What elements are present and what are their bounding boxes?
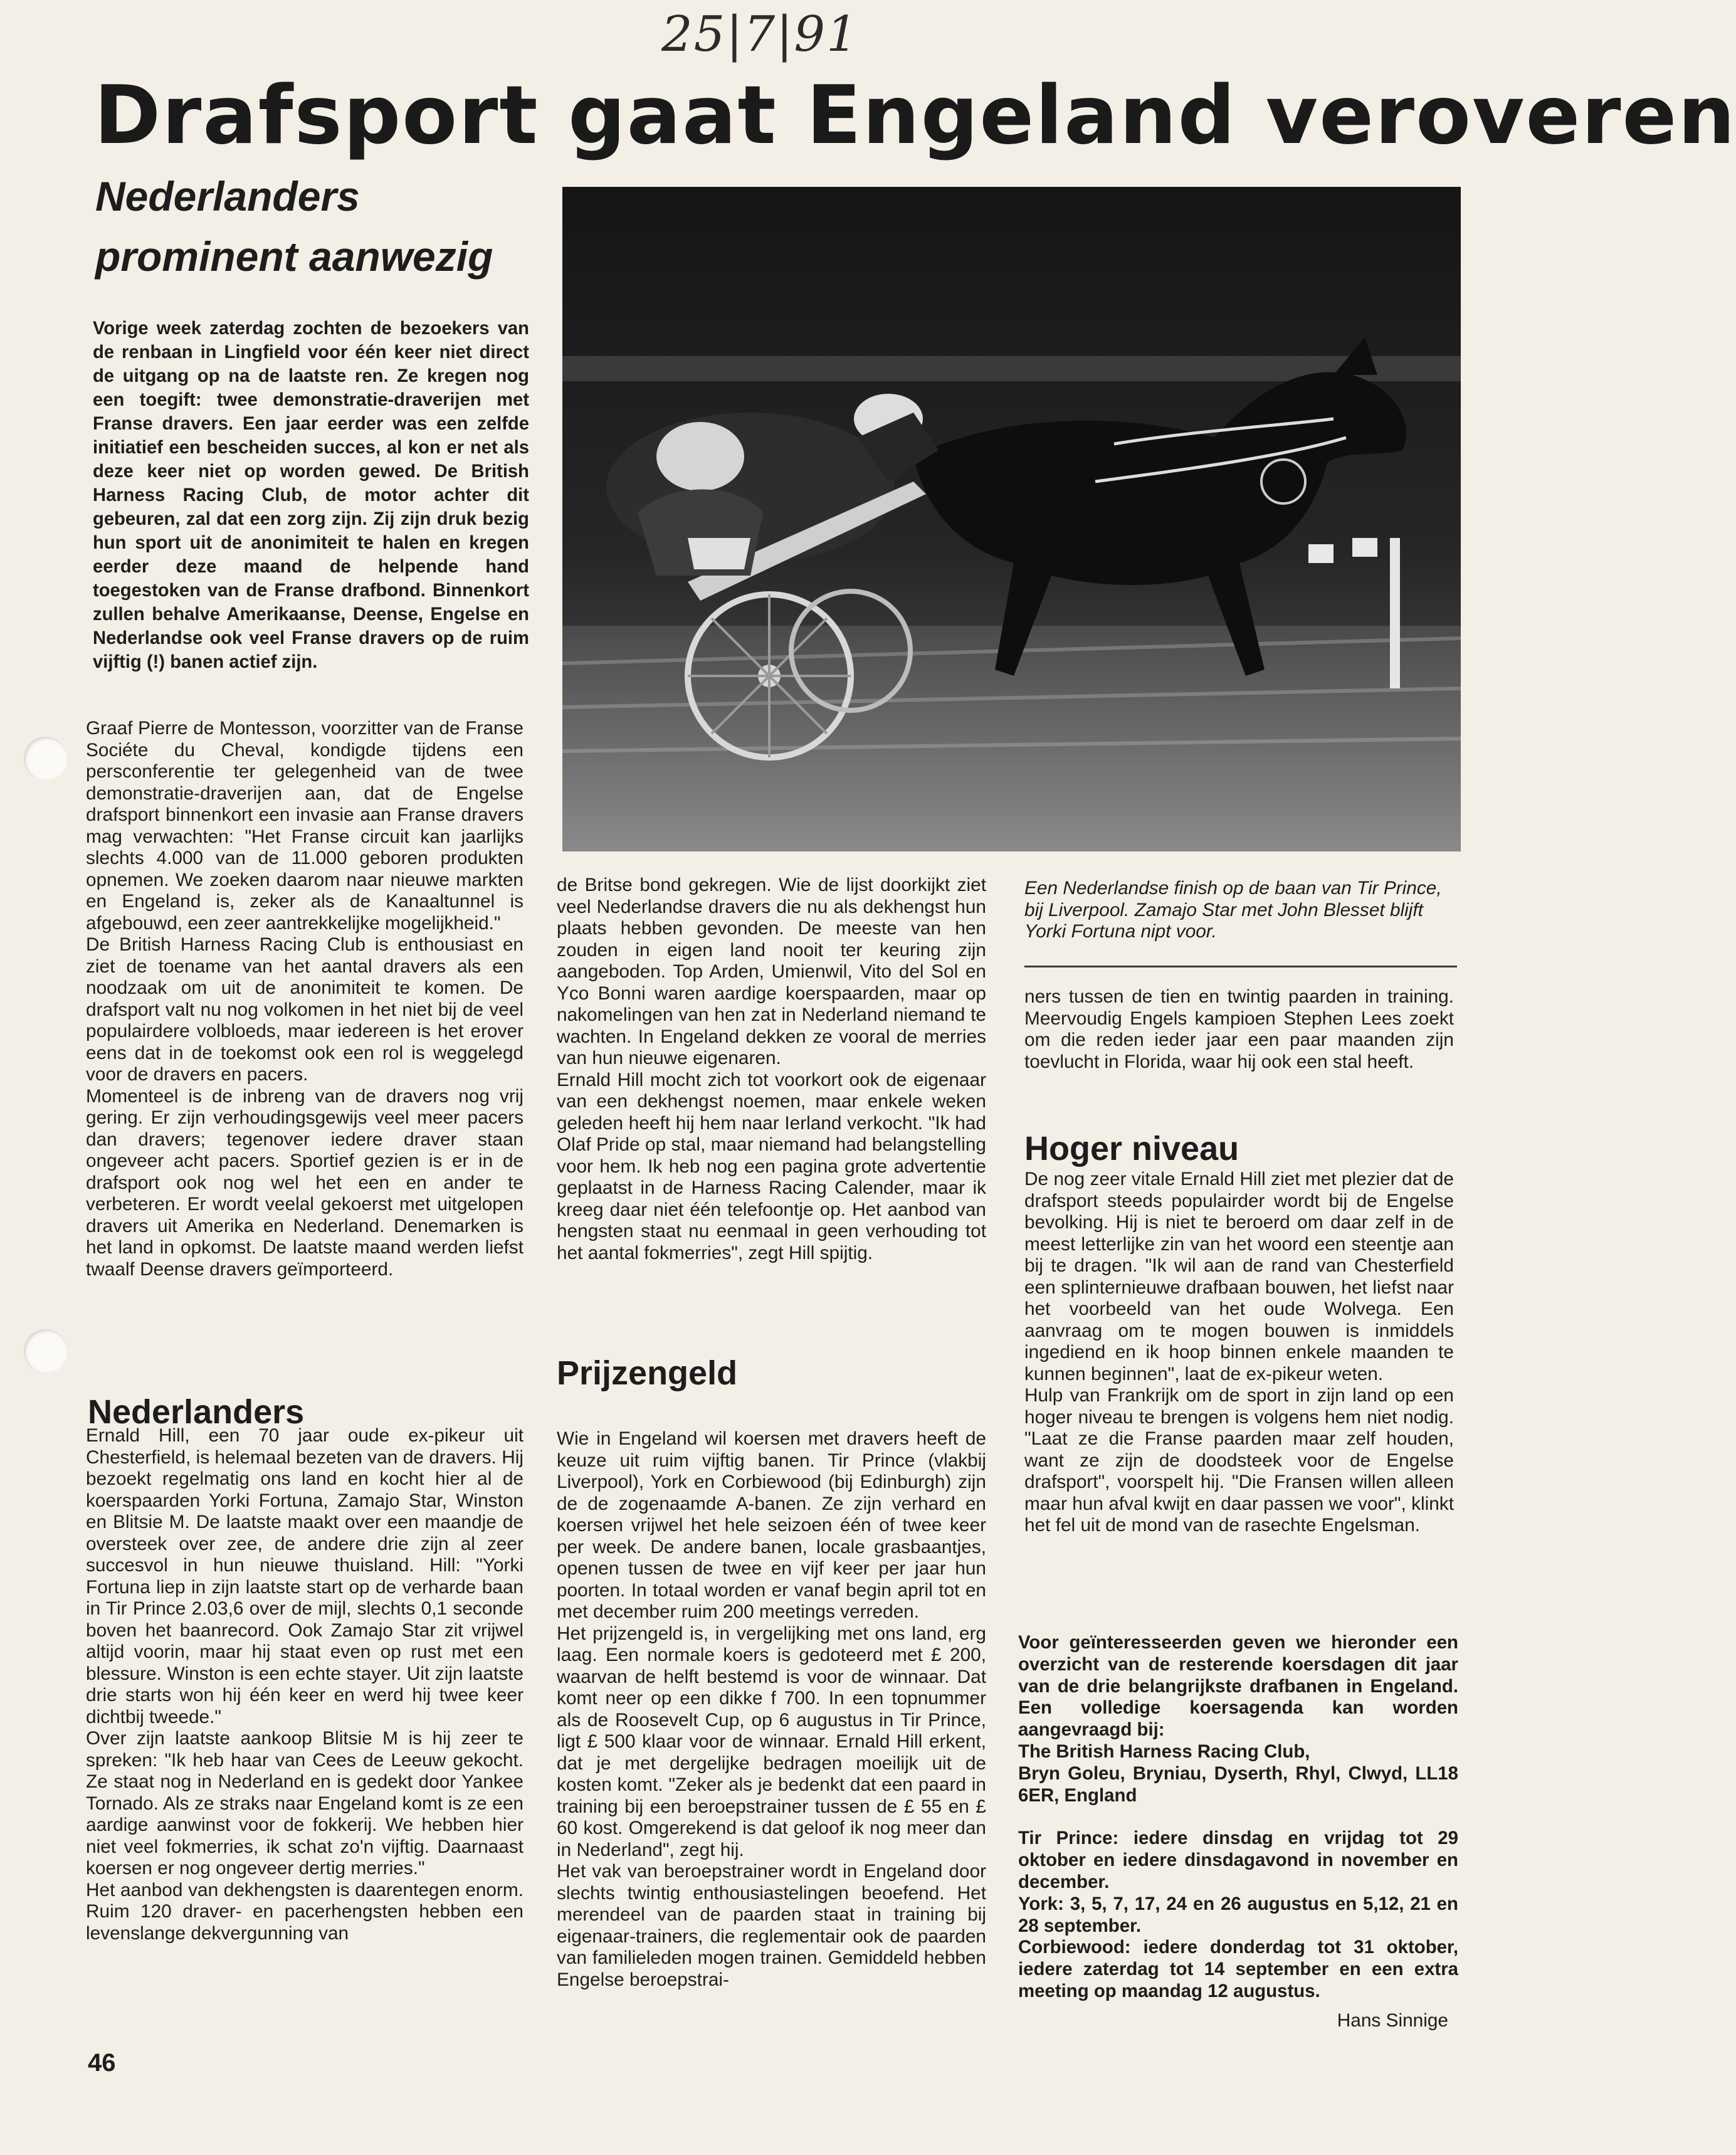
paragraph: Het aanbod van dekhengsten is daarentegen enorm. Ruim 120 draver- en pacerhengsten hebben een levenslange dekvergunning van bbox=[86, 1879, 523, 1944]
photo-illustration bbox=[562, 187, 1461, 851]
subheadline-line: prominent aanwezig bbox=[95, 233, 493, 280]
info-address-line: Bryn Goleu, Bryniau, Dyserth, Rhyl, Clwyd, LL18 6ER, England bbox=[1018, 1762, 1458, 1806]
paragraph: Ernald Hill, een 70 jaar oude ex-pikeur uit Chesterfield, is helemaal bezeten van de dravers. Hij bezoekt regelmatig ons land en kocht hier al de koerspaarden Yorki Fortuna, Zamajo Star, Winston en Blitsie M. De laatste maakt over een maandje de oversteek over zee, de andere drie zijn al zeer succesvol in hun nieuwe thuisland. Hill: "Yorki Fortuna liep in zijn laatste start op de verharde baan in Tir Prince 2.03,6 over de mijl, slechts 0,1 seconde boven het baanrecord. Ook Zamajo Star zit vrijwel altijd voorin, maar hij staat even op rust met een blessure. Winston is een echte stayer. Uit zijn laatste drie starts won hij één keer en werd hij twee keer dichtbij tweede." bbox=[86, 1425, 523, 1727]
info-track-schedule: Corbiewood: iedere donderdag tot 31 oktober, iedere zaterdag tot 14 september en een extra meeting op maandag 12 augustus. bbox=[1018, 1937, 1458, 2001]
harness-race-photo bbox=[562, 187, 1461, 851]
punch-hole bbox=[24, 737, 68, 781]
paragraph: Graaf Pierre de Montesson, voorzitter van de Franse Sociéte du Cheval, kondigde tijdens een persconferentie ter gelegenheid van de twee demonstratie-draverijen aan, dat de Engelse drafsport binnenkort een invasie aan Franse dravers mag verwachten: "Het Franse circuit kan jaarlijks slechts 4.000 van de 11.000 geboren produkten opnemen. We zoeken daarom naar nieuwe markten en Engeland is, zeker als de Kanaaltunnel is afgebouwd, een zeer aantrekkelijke mogelijkheid." bbox=[86, 718, 523, 934]
paragraph: Het vak van beroepstrainer wordt in Engeland door slechts twintig enthousiastelingen beoefend. Het merendeel van de paarden staat in training bij eigenaar-trainers, die reglementair ook de paarden van familieleden mogen trainen. Gemiddeld hebben Engelse beroepstrai- bbox=[557, 1861, 986, 1990]
subheadline bbox=[95, 166, 547, 287]
paragraph: De nog zeer vitale Ernald Hill ziet met plezier dat de drafsport steeds populairder wordt bij de Engelse bevolking. Hij is niet te beroerd om daar zelf in de meest letterlijke zin van het woord een steentje aan bij te dragen. "Ik wil aan de rand van Chesterfield een splinternieuwe drafbaan bouwen, het liefst naar het voorbeeld van het oude Wolvega. Een aanvraag om te mogen bouwen is inmiddels ingediend en ik hoop binnen enkele maanden te kunnen beginnen", laat de ex-pikeur weten. bbox=[1024, 1169, 1454, 1384]
paragraph: Over zijn laatste aankoop Blitsie M is hij zeer te spreken: "Ik heb haar van Cees de Leeuw gekocht. Ze staat nog in Nederland en is gedekt door Yankee Tornado. Als ze straks naar Engeland komt is ze een aardige aanwinst voor de fokkerij. We hebben hier niet veel fokmerries, ik schat zo'n vijftig. Daarnaast koersen er nog ongeveer dertig merries." bbox=[86, 1728, 523, 1878]
column-3-text bbox=[1024, 986, 1454, 1073]
author-byline: Hans Sinnige bbox=[1337, 2010, 1448, 2031]
handwritten-date: 25|7|91 bbox=[661, 6, 859, 63]
paragraph: Het prijzengeld is, in vergelijking met ons land, erg laag. Een normale koers is gedoteerd met £ 200, waarvan de helft bestemd is voor de winnaar. Dat komt neer op een dikke f 700. In een topnummer als de Roosevelt Cup, op 6 augustus in Tir Prince, ligt £ 500 klaar voor de winnaar. Ernald Hill erkent, dat je met dergelijke bedragen moeilijk uit de kosten komt. "Zeker als je bedenkt dat een paard in training bij een beroepstrainer tussen de £ 55 en £ 60 kost. Omgerekend is dat geloof ik nog meer dan in Nederland", zegt hij. bbox=[557, 1623, 986, 1860]
column-2-text bbox=[557, 875, 986, 1264]
column-1-text bbox=[86, 718, 523, 1280]
paragraph: de Britse bond gekregen. Wie de lijst doorkijkt ziet veel Nederlandse dravers die nu als dekhengst hun plaats hebben gevonden. De meeste van hen zouden in eigen land nooit ter keuring zijn aangeboden. Top Arden, Umienwil, Vito del Sol en Yco Bonni waren aardige koerspaarden, maar op nakomelingen van hen zat in Nederland niemand te wachten. In Engeland dekken ze vooral de merries van hun nieuwe eigenaren. bbox=[557, 875, 986, 1068]
paragraph: De British Harness Racing Club is enthousiast en ziet de toename van het aantal dravers als een noodzaak om uit de anonimiteit te komen. De drafsport valt nu nog volkomen in het niet bij de veel populairdere volbloeds, maar iedereen is het erover eens dat in de toekomst ook een rol is weggelegd voor de dravers en pacers. bbox=[86, 934, 523, 1085]
photo-caption: Een Nederlandse finish op de baan van Tir Prince, bij Liverpool. Zamajo Star met John Blesset blijft Yorki Fortuna nipt voor. bbox=[1024, 878, 1442, 942]
paragraph: ners tussen de tien en twintig paarden in training. Meervoudig Engels kampioen Stephen Lees zoekt om die reden ieder jaar een paar maanden zijn toevlucht in Florida, waar hij ook een stal heeft. bbox=[1024, 986, 1454, 1072]
info-address-line: The British Harness Racing Club, bbox=[1018, 1741, 1310, 1762]
paragraph: Wie in Engeland wil koersen met dravers heeft de keuze uit ruim vijftig banen. Tir Prince (vlakbij Liverpool), York en Corbiewood (bij Edinburgh) zijn de de zogenaamde A-banen. Ze zijn verhard en koersen vrijwel het hele seizoen één of twee keer per week. De andere banen, locale grasbaantjes, openen tussen de twee en vijf keer per jaar hun poorten. In totaal worden er vanaf begin april tot en met december ruim 200 meetings verreden. bbox=[557, 1428, 986, 1622]
headline: Drafsport gaat Engeland veroveren bbox=[94, 69, 1736, 162]
section-heading-nederlanders: Nederlanders bbox=[88, 1393, 305, 1431]
race-calendar-box bbox=[1018, 1632, 1458, 2003]
section-heading-hoger-niveau: Hoger niveau bbox=[1024, 1130, 1239, 1167]
column-3b-text bbox=[1024, 1169, 1454, 1537]
lead-paragraph: Vorige week zaterdag zochten de bezoekers van de renbaan in Lingfield voor één keer niet direct de uitgang op na de laatste ren. Ze kregen nog een toegift: twee demonstratie-draverijen met Franse dravers. Een jaar eerder was een zelfde initiatief een bescheiden succes, al kon er net als deze keer niet op worden gewed. De British Harness Racing Club, de motor achter dit gebeuren, zal dat een zorg zijn. Zij zijn druk bezig hun sport uit de anonimiteit te halen en kregen eerder deze maand de helpende hand toegestoken van de Franse drafbond. Binnenkort zullen behalve Amerikaanse, Deense, Engelse en Nederlandse ook veel Franse dravers op de ruim vijftig (!) banen actief zijn. bbox=[93, 319, 529, 672]
info-track-schedule: York: 3, 5, 7, 17, 24 en 26 augustus en 5,12, 21 en 28 september. bbox=[1018, 1893, 1458, 1936]
info-intro: Voor geïnteresseerden geven we hieronder een overzicht van de resterende koersdagen dit jaar van de drie belangrijkste drafbanen in Engeland. Een volledige koersagenda kan worden aangevraagd bij: bbox=[1018, 1632, 1458, 1741]
paragraph: Hulp van Frankrijk om de sport in zijn land op een hoger niveau te brengen is volgens hem niet nodig. "Laat ze die Franse paarden maar zelf houden, want ze zijn de doodsteek voor de Engelse drafsport", voorspelt hij. "Die Fransen willen alleen maar hun afval kwijt en daar passen we voor", klinkt het fel uit de mond van de rasechte Engelsman. bbox=[1024, 1385, 1454, 1536]
paragraph: Momenteel is de inbreng van de dravers nog vrij gering. Er zijn verhoudingsgewijs veel meer pacers dan dravers; tegenover iedere draver staan ongeveer acht pacers. Sportief gezien is er in de drafsport ook nog wel het een en ander te verbeteren. Er wordt veelal gekoerst met uitgelopen dravers uit Amerika en Nederland. Denemarken is het land in opkomst. De laatste maand werden liefst twaalf Deense dravers geïmporteerd. bbox=[86, 1085, 523, 1280]
paragraph: Ernald Hill mocht zich tot voorkort ook de eigenaar van een dekhengst noemen, maar enkele weken geleden heeft hij hem naar Ierland verkocht. "Ik had Olaf Pride op stal, maar niemand had belangstelling voor hem. Ik heb nog een pagina grote advertentie geplaatst in de Harness Racing Calender, maar ik kreeg daar niet één telefoontje op. Het aanbod van hengsten staat nu eenmaal in geen verhouding tot het aantal fokmerries", zegt Hill spijtig. bbox=[557, 1069, 986, 1263]
section-heading-prijzengeld: Prijzengeld bbox=[557, 1354, 738, 1392]
info-track-schedule: Tir Prince: iedere dinsdag en vrijdag tot 29 oktober en iedere dinsdagavond in november en december. bbox=[1018, 1828, 1458, 1892]
column-1b-text bbox=[86, 1425, 523, 1944]
subheadline-line: Nederlanders bbox=[95, 173, 360, 219]
page-number: 46 bbox=[88, 2049, 116, 2077]
caption-divider bbox=[1024, 966, 1457, 967]
punch-hole bbox=[24, 1329, 68, 1373]
column-2b-text bbox=[557, 1428, 986, 1991]
